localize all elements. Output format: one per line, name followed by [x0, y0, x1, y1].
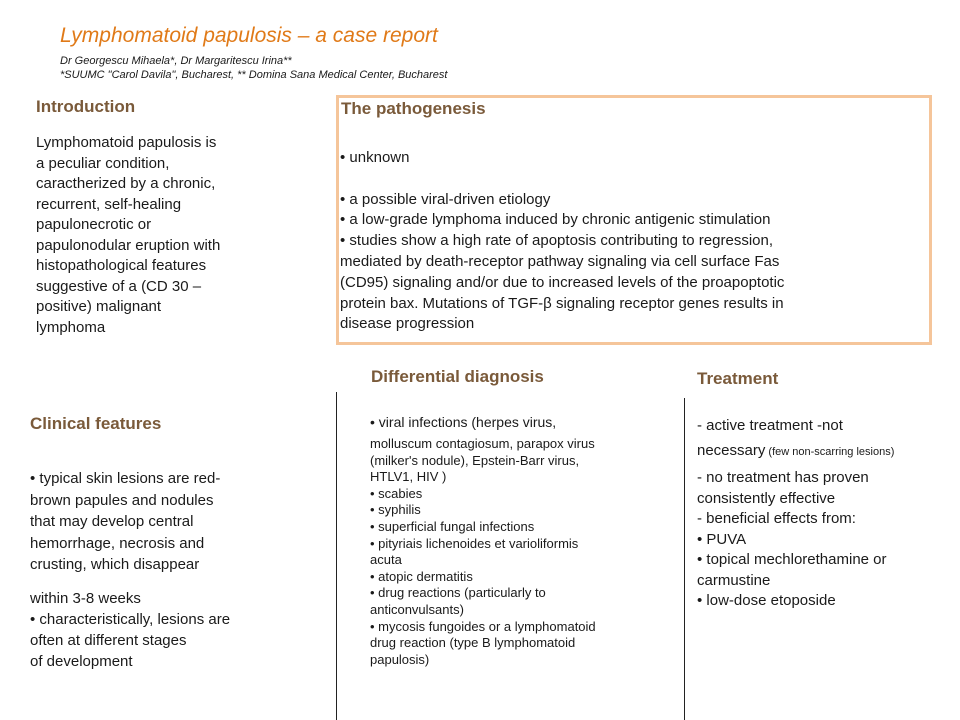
affiliations-line: *SUUMC "Carol Davila", Bucharest, ** Domina Sana Medical Center, Bucharest	[60, 69, 448, 81]
clinical-line: hemorrhage, necrosis and	[30, 534, 205, 552]
clinical-line: crusting, which disappear	[30, 556, 200, 573]
pathogenesis-line: (CD95) signaling and/or due to increased levels of the proapoptotic	[340, 273, 785, 291]
pathogenesis-heading: The pathogenesis	[341, 99, 486, 118]
clinical-text	[30, 468, 220, 576]
introduction-line: histopathological features	[36, 257, 207, 274]
treatment-note: (few non-scarring lesions)	[765, 446, 895, 458]
introduction-line: papulonodular eruption with	[36, 236, 221, 254]
treatment-line-2	[697, 442, 894, 459]
differential-line: acuta	[370, 552, 402, 568]
differential-line: • mycosis fungoides or a lymphomatoid	[370, 618, 596, 634]
authors-line: Dr Georgescu Mihaela*, Dr Margaritescu Irina**	[60, 55, 292, 67]
differential-line: • syphilis	[370, 502, 421, 518]
introduction-line: suggestive of a (CD 30 –	[36, 277, 202, 295]
clinical-line: often at different stages	[30, 632, 187, 649]
differential-line: • atopic dermatitis	[370, 568, 473, 584]
pathogenesis-line: • unknown	[340, 149, 410, 166]
clinical-line: of development	[30, 653, 133, 670]
clinical-heading: Clinical features	[30, 414, 162, 433]
introduction-line: positive) malignant	[36, 298, 162, 315]
clinical-text-2	[30, 588, 230, 672]
introduction-line: lymphoma	[36, 318, 106, 336]
introduction-line: caractherized by a chronic,	[36, 175, 216, 192]
introduction-text	[36, 133, 220, 338]
treatment-necessary: necessary	[697, 442, 766, 459]
differential-first-line: • viral infections (herpes virus,	[370, 414, 557, 430]
clinical-line: • typical skin lesions are red-	[30, 470, 221, 487]
pathogenesis-line	[340, 169, 784, 190]
differential-line: • scabies	[370, 485, 423, 501]
pathogenesis-line: • studies show a high rate of apoptosis contributing to regression,	[340, 232, 774, 250]
introduction-heading: Introduction	[36, 97, 136, 116]
page-title: Lymphomatoid papulosis – a case report	[60, 24, 438, 47]
treatment-line: consistently effective	[697, 489, 836, 507]
introduction-line: Lymphomatoid papulosis is	[36, 134, 217, 151]
differential-line: anticonvulsants)	[370, 601, 464, 617]
authors-block	[60, 54, 447, 82]
treatment-line: • PUVA	[697, 530, 747, 548]
treatment-line: carmustine	[697, 571, 771, 589]
pathogenesis-text	[340, 148, 784, 335]
clinical-line: • characteristically, lesions are	[30, 611, 231, 628]
pathogenesis-line: • a low-grade lymphoma induced by chronic antigenic stimulation	[340, 211, 771, 229]
treatment-line: - no treatment has proven	[697, 469, 869, 486]
clinical-line: within 3-8 weeks	[30, 590, 141, 607]
differential-line: drug reaction (type B lymphomatoid	[370, 635, 576, 651]
differential-line: • drug reactions (particularly to	[370, 585, 546, 601]
pathogenesis-line: • a possible viral-driven etiology	[340, 190, 551, 208]
introduction-line: a peculiar condition,	[36, 154, 170, 172]
differential-line: papulosis)	[370, 651, 430, 667]
differential-list	[370, 436, 596, 668]
treatment-line: - beneficial effects from:	[697, 510, 856, 527]
treatment-line: • topical mechlorethamine or	[697, 551, 887, 568]
pathogenesis-line: protein bax. Mutations of TGF-β signaling receptor genes results in	[340, 294, 784, 312]
treatment-line-1: - active treatment -not	[697, 417, 843, 434]
introduction-line: recurrent, self-healing	[36, 195, 182, 213]
treatment-list	[697, 468, 887, 612]
treatment-line: • low-dose etoposide	[697, 592, 836, 609]
differential-line: HTLV1, HIV )	[370, 469, 447, 485]
pathogenesis-line: disease progression	[340, 315, 475, 333]
pathogenesis-line: mediated by death-receptor pathway signaling via cell surface Fas	[340, 252, 780, 270]
differential-heading: Differential diagnosis	[371, 367, 544, 386]
differential-line: • pityriais lichenoides et varioliformis	[370, 535, 579, 551]
differential-line: molluscum contagiosum, parapox virus	[370, 436, 595, 451]
differential-line: (milker's nodule), Epstein-Barr virus,	[370, 452, 580, 468]
divider-right	[684, 398, 685, 720]
treatment-heading: Treatment	[697, 369, 779, 388]
introduction-line: papulonecrotic or	[36, 216, 152, 233]
clinical-line: that may develop central	[30, 513, 194, 530]
divider-left	[336, 392, 337, 720]
clinical-line: brown papules and nodules	[30, 491, 214, 509]
differential-line: • superficial fungal infections	[370, 518, 535, 534]
